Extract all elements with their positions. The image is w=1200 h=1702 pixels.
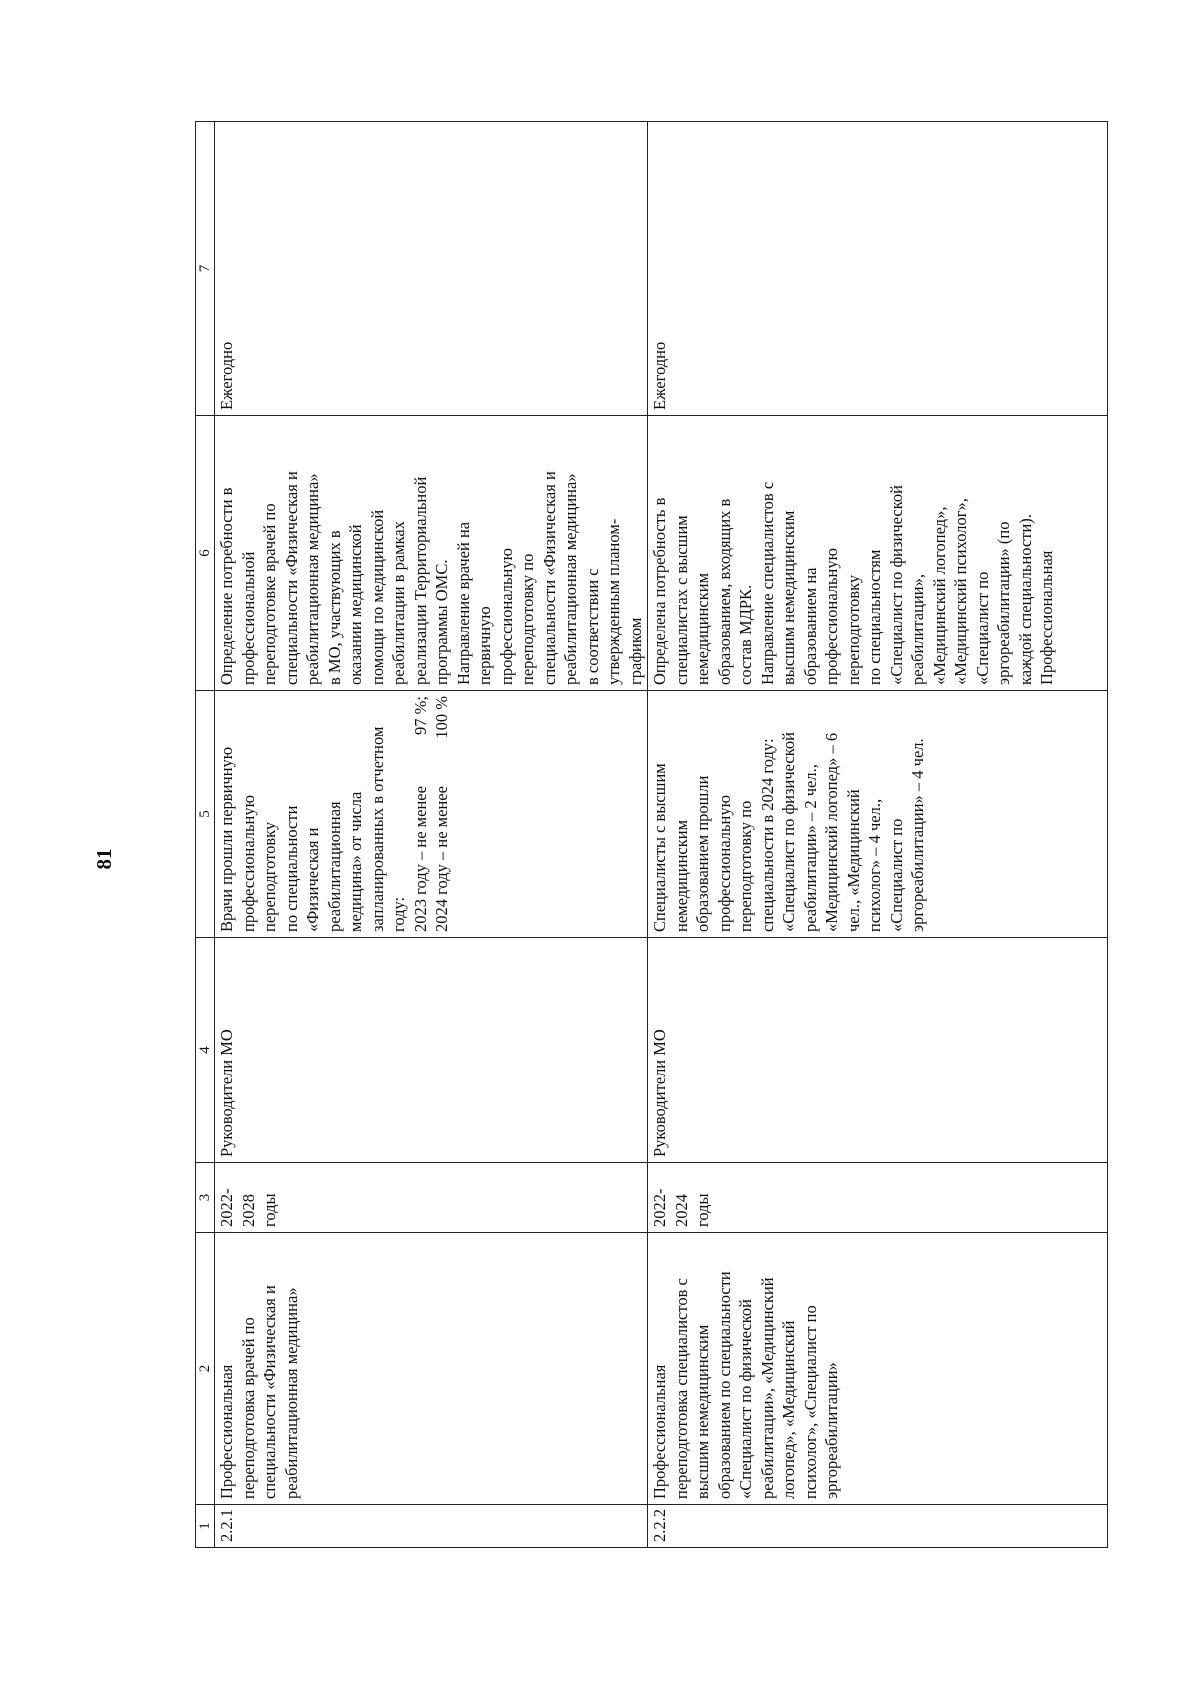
row-frequency: Ежегодно	[214, 122, 647, 416]
header-cell: 4	[195, 938, 214, 1163]
result-2023-value: 97 %;	[410, 696, 429, 735]
row-title: Профессиональная переподготовка врачей по специальности «Физическая и реабилитационная медицина»	[214, 1233, 647, 1505]
row-result	[214, 691, 647, 938]
header-cell: 1	[195, 1505, 214, 1548]
result-2024-label: 2024 году – не менее	[431, 786, 451, 932]
row-period: 2022- 2024 годы	[647, 1163, 1107, 1233]
row-control: Определена потребность в специалистах с высшим немедицинским образованием, входящих в состав МДРК. Направление специалистов с высшим немедицинским образованием на профессиональную переподготовку по специальностям «Специалист по физической реабилитации», «Медицинский логопед», «Медицинский психолог», «Специалист по эргореабилитации» (по каждой специальности). Профессиональная	[647, 416, 1107, 691]
row-responsible: Руководители МО	[214, 938, 647, 1163]
row-responsible: Руководители МО	[647, 938, 1107, 1163]
table-row	[647, 122, 1107, 1548]
header-cell: 2	[195, 1233, 214, 1505]
result-text: Врачи прошли первичную профессиональную переподготовку по специальности «Физическая и реабилитационная медицина» от числа запланированных в отчетном году:	[216, 726, 408, 932]
result-2024-value: 100 %	[431, 696, 451, 739]
row-result: Специалисты с высшим немедицинским образованием прошли профессиональную переподготовку по специальности в 2024 году: «Специалист по физической реабилитации» – 2 чел., «Медицинский логопед» – 6 чел., «Медицинский психолог» – 4 чел., «Специалист по эргореабилитации» – 4 чел.	[647, 691, 1107, 938]
header-cell: 5	[195, 691, 214, 938]
row-control: Определение потребности в профессиональной переподготовке врачей по специальности «Физическая и реабилитационная медицина» в МО, участвующих в оказании медицинской помощи по медицинской реабилитации в рамках реализации Территориальной программы ОМС. Направление врачей на первичную профессиональную переподготовку по специальности «Физическая и реабилитационная медицина» в соответствии с утвержденным планом- графиком	[214, 416, 647, 691]
header-cell: 6	[195, 416, 214, 691]
result-2023-line	[409, 696, 431, 932]
table-header-row	[195, 122, 214, 1548]
row-number: 2.2.2	[647, 1505, 1107, 1548]
header-cell: 3	[195, 1163, 214, 1233]
row-frequency: Ежегодно	[647, 122, 1107, 416]
header-cell: 7	[195, 122, 214, 416]
row-number: 2.2.1	[214, 1505, 647, 1548]
page-number: 81	[92, 848, 116, 870]
action-plan-table	[195, 121, 1108, 1548]
result-2023-label: 2023 году – не менее	[410, 786, 429, 932]
table-row	[214, 122, 647, 1548]
result-2024-line	[431, 696, 453, 932]
rotated-table-wrapper	[195, 122, 1105, 1548]
row-period: 2022- 2028 годы	[214, 1163, 647, 1233]
row-title: Профессиональная переподготовка специалистов с высшим немедицинским образованием по специальности «Специалист по физической реабилитации», «Медицинский логопед», «Медицинский психолог», «Специалист по эргореабилитации»	[647, 1233, 1107, 1505]
